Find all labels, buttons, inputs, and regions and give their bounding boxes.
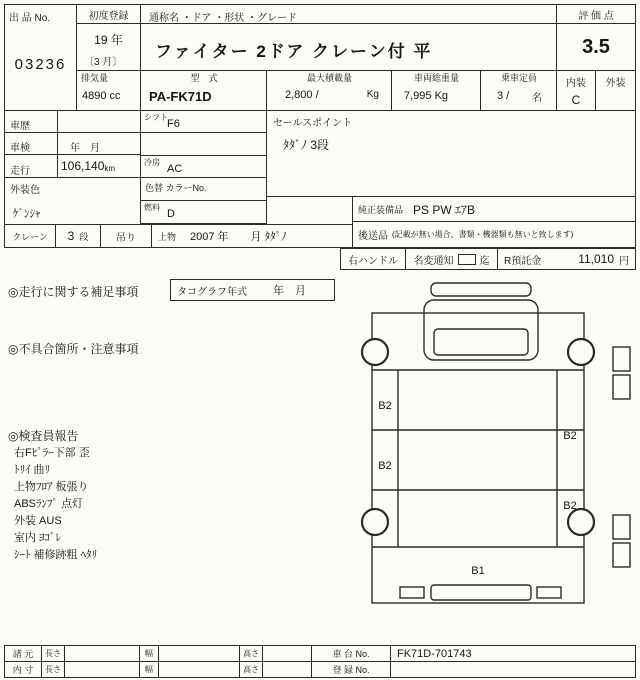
sales-point-box [266,110,636,197]
front-bumper [431,283,531,296]
handle-cell: 右ハンドル [340,248,406,270]
wheel-front-left [362,339,388,365]
cargo-body-outline [372,313,584,603]
capacity-cell [480,70,557,111]
score-header: 評 価 点 [556,4,636,24]
shift-label: シフト [144,113,168,122]
inspection-value: 年 月 [57,132,141,155]
capacity-value: 3 / [497,90,510,103]
width-value-blank [158,661,240,678]
inspector-item: ﾄﾘｲ 曲ﾘ [14,464,51,476]
interior-grade-value: C [571,93,581,107]
inner-dims-row-label: 内 寸 [4,661,42,678]
tachograph-label: タコグラフ年式 [177,286,247,298]
zone-label-b2: B2 [563,500,577,512]
chassis-no-label: 車 台 No. [311,645,391,662]
chassis-no-value: FK71D-701743 [390,645,636,662]
model-value: PA-FK71D [149,88,212,104]
exhibit-no-value: 03236 [14,56,67,73]
length-value-blank [64,661,140,678]
later-shipment-label: 後送品 [358,231,388,242]
name-change-suffix: 迄 [479,255,490,267]
deposit-cell [497,248,636,270]
exterior-color-cell [4,177,141,225]
inspector-item: ABSﾗﾝﾌﾟ 点灯 [14,498,84,510]
name-change-blank-box [458,254,476,265]
mileage-note-title: ◎走行に関する補足事項 [8,285,139,299]
vehicle-name-header: 通称名 ・ドア ・形状 ・グレード [140,4,557,24]
crane-unit: 段 [79,231,89,242]
body-year-cell [151,224,353,248]
name-change-label: 名変通知 [413,255,454,267]
registration-no-label: 登 録 No. [311,661,391,678]
shift-value: F6 [167,118,180,130]
oem-equipment-cell [352,196,636,222]
interior-grade-label: 内装 [566,78,586,89]
right-side-box [613,543,630,567]
rear-bumper [431,585,531,600]
exterior-grade-value [596,89,635,93]
wheel-rear-right [568,509,594,535]
crane-cell [55,224,101,248]
body-label: 上物 [158,231,177,242]
first-registration-year: 19 年 [94,33,123,47]
history-label: 車歴 [4,110,58,133]
payload-unit: Kg [366,89,379,101]
first-registration-header: 初度登録 [76,4,141,24]
wheel-front-right [568,339,594,365]
inspector-item: 室内 ﾖｺﾞﾚ [14,532,62,544]
inspection-label: 車検 [4,132,58,155]
payload-cell [266,70,392,111]
payload-label: 最大積載量 [306,73,352,83]
width-value-blank [158,645,240,662]
ac-value: AC [167,163,183,175]
exhibit-no-label: 出 品 No. [9,13,51,24]
mileage-label: 走行 [4,154,58,178]
oem-equipment-value: PS PW ｴｱB [413,202,476,217]
exterior-color-label: 外装色 [10,185,40,196]
height-label: 高さ [239,645,263,662]
first-registration-cell [76,23,141,71]
sales-point-value: ﾀﾀﾞﾉ 3段 [283,138,330,152]
inspector-item: 右Fﾋﾟﾗｰ下部 歪 [14,447,90,459]
width-label: 幅 [139,661,159,678]
later-shipment-cell [352,221,636,248]
rear-right-guard [537,587,561,598]
lift-label: 吊り [100,224,152,248]
capacity-unit: 名 [532,92,542,104]
body-value: 2007 年 月 ﾀﾀﾞﾉ [190,231,287,243]
fuel-label: 燃料 [144,203,160,212]
exterior-color-value: ｹﾞﾝｼｬ [13,208,41,220]
gross-weight-cell [391,70,481,111]
exterior-grade-label: 外装 [605,78,626,89]
registration-no-value [390,661,636,678]
length-label: 長さ [41,645,65,662]
oem-equipment-label: 純正装備品 [358,204,404,215]
tachograph-value: 年 月 [273,285,306,297]
ac-label: 冷房 [144,158,160,167]
later-shipment-note: (記載が無い場合、書類・機器類も無いと致します) [392,230,574,239]
displacement-value: 4890 cc [82,89,121,102]
tachograph-cell [170,279,335,301]
mileage-value: 106,140 [61,159,105,173]
displacement-cell [76,70,141,111]
inspector-item: 上物ﾌﾛｱ 板張り [14,481,89,493]
inspector-item: ｼｰﾄ 補修跡粗 ﾍﾀﾘ [14,549,98,561]
repaint-cell: 色替 カラーNo. [140,177,267,225]
sales-point-extension [266,196,353,225]
height-value-blank [262,645,312,662]
zone-label-b1: B1 [471,565,485,577]
right-side-box [613,515,630,539]
model-cell [140,70,267,111]
model-label: 型 式 [190,73,218,83]
name-change-cell [405,248,498,270]
shift-cell [140,110,267,133]
score-value: 3.5 [556,23,636,71]
mileage-unit: km [104,163,116,173]
defect-note-title: ◎不具合箇所・注意事項 [8,342,139,356]
length-label: 長さ [41,661,65,678]
width-label: 幅 [139,645,159,662]
first-registration-month: 〔3 月〕 [84,57,123,68]
exhibit-no-box [4,4,77,111]
deposit-value: 11,010 [578,252,614,266]
payload-value: 2,800 / [285,88,319,101]
deposit-label: R預託金 [504,255,542,267]
height-label: 高さ [239,661,263,678]
displacement-label: 排気量 [81,73,109,83]
ac-cell [140,155,267,178]
sales-point-label: セールスポイント [273,118,353,129]
capacity-label: 乗車定員 [500,73,537,83]
wheel-rear-left [362,509,388,535]
crane-label: クレーン [4,224,56,248]
vehicle-name: ファイター 2ドア クレーン付 平 [140,23,557,71]
gross-weight-value: 7,995 Kg [404,89,449,102]
cab-outline [424,300,538,360]
zone-label-b2: B2 [378,460,392,472]
fuel-value: D [167,208,175,220]
rear-left-guard [400,587,424,598]
windshield [434,329,528,355]
gross-weight-label: 車両総重量 [413,73,459,83]
zone-label-b2: B2 [378,400,392,412]
crane-value: 3 [67,229,75,243]
grade-box [556,70,636,111]
right-side-box [613,375,630,399]
length-value-blank [64,645,140,662]
mileage-cell [57,154,141,178]
height-value-blank [262,661,312,678]
inspector-report-title: ◎検査員報告 [8,429,79,443]
dims-row-label: 諸 元 [4,645,42,662]
deposit-unit: 円 [619,255,629,267]
history-value [57,110,141,133]
zone-label-b2: B2 [563,430,577,442]
vehicle-diagram [345,275,637,637]
inspector-item: 外装 AUS [14,515,62,527]
right-side-box [613,347,630,371]
